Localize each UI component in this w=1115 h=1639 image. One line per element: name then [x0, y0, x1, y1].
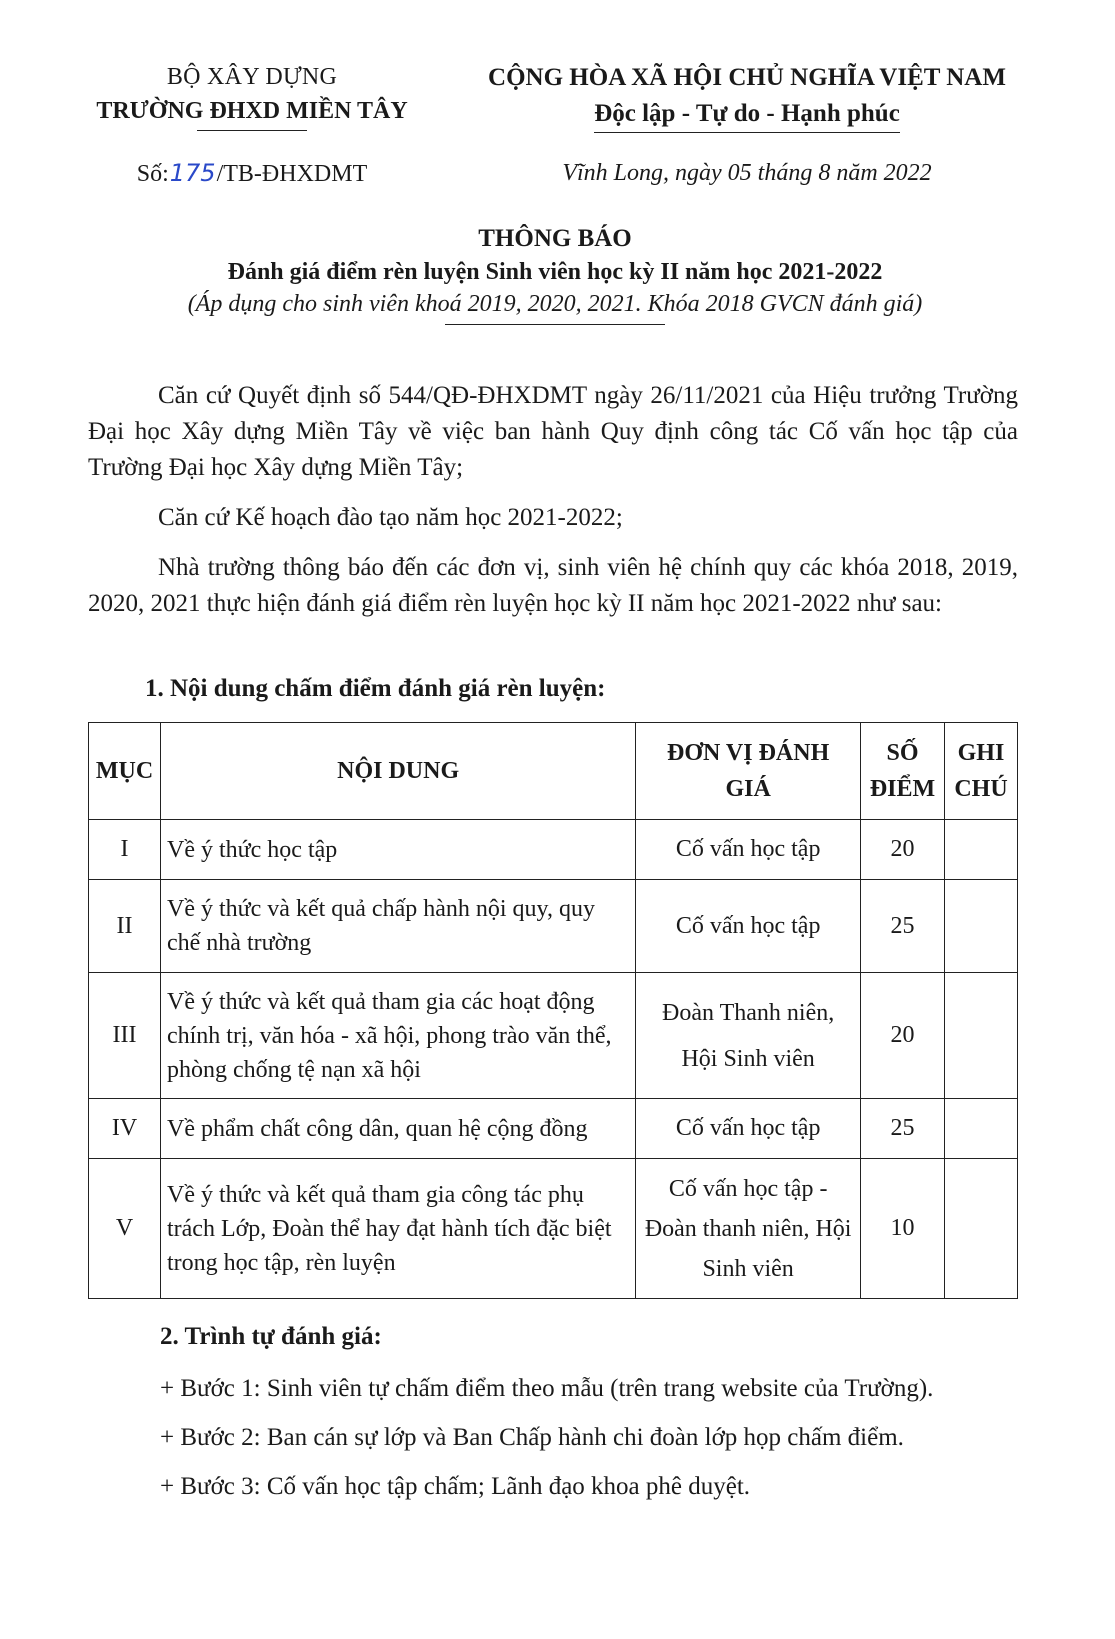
step-2: + Bước 2: Ban cán sự lớp và Ban Chấp hành chi đoàn lớp họp chấm điểm.: [160, 1424, 904, 1451]
cell-noi-dung: Về ý thức và kết quả chấp hành nội quy, quy chế nhà trường: [160, 880, 635, 973]
cell-ghi-chu: [944, 820, 1017, 880]
document-number: [72, 157, 432, 190]
step-1: + Bước 1: Sinh viên tự chấm điểm theo mẫu (trên trang website của Trường).: [160, 1375, 934, 1402]
evaluation-steps: [160, 1372, 1040, 1519]
section-2-heading: 2. Trình tự đánh giá:: [160, 1323, 382, 1350]
evaluation-table: [88, 722, 1018, 1299]
notice-body: [88, 378, 1018, 622]
paragraph-legal-basis: Căn cứ Quyết định số 544/QĐ-ĐHXDMT ngày 26/11/2021 của Hiệu trưởng Trường Đại học Xây dựng Miền Tây về việc ban hành Quy định công tác Cố vấn học tập của Trường Đại học Xây dựng Miền Tây;: [88, 382, 1018, 481]
notice-title: THÔNG BÁO: [478, 225, 632, 252]
title-underline: [445, 324, 665, 325]
column-header-noi-dung: NỘI DUNG: [160, 723, 635, 820]
issuer-block: [72, 60, 432, 190]
issuer-underline: [197, 130, 307, 131]
cell-noi-dung: Về ý thức và kết quả tham gia các hoạt động chính trị, văn hóa - xã hội, phong trào văn thể, phòng chống tệ nạn xã hội: [160, 973, 635, 1099]
notice-subtitle: Đánh giá điểm rèn luyện Sinh viên học kỳ II năm học 2021-2022: [227, 259, 883, 285]
cell-don-vi: Đoàn Thanh niên, Hội Sinh viên: [636, 973, 861, 1099]
cell-noi-dung: Về phẩm chất công dân, quan hệ cộng đồng: [160, 1099, 635, 1159]
national-header: [452, 60, 1042, 189]
notice-scope-note: (Áp dụng cho sinh viên khoá 2019, 2020, 2021. Khóa 2018 GVCN đánh giá): [187, 291, 923, 317]
cell-don-vi: Cố vấn học tập - Đoàn thanh niên, Hội Sinh viên: [636, 1159, 861, 1299]
table-row: [89, 820, 1018, 880]
section-1-heading: 1. Nội dung chấm điểm đánh giá rèn luyện:: [145, 675, 606, 702]
table-row: [89, 973, 1018, 1099]
paragraph-training-plan: Căn cứ Kế hoạch đào tạo năm học 2021-2022;: [158, 504, 623, 531]
column-header-don-vi: ĐƠN VỊ ĐÁNH GIÁ: [636, 723, 861, 820]
cell-muc: IV: [89, 1099, 161, 1159]
cell-ghi-chu: [944, 880, 1017, 973]
cell-muc: III: [89, 973, 161, 1099]
cell-muc: I: [89, 820, 161, 880]
cell-so-diem: 10: [861, 1159, 945, 1299]
document-number-prefix: Số:: [136, 161, 169, 187]
ministry-name: BỘ XÂY DỰNG: [166, 64, 338, 90]
step-3: + Bước 3: Cố vấn học tập chấm; Lãnh đạo khoa phê duyệt.: [160, 1473, 751, 1500]
cell-so-diem: 25: [861, 880, 945, 973]
cell-noi-dung: Về ý thức và kết quả tham gia công tác phụ trách Lớp, Đoàn thể hay đạt hành tích đặc biệt trong học tập, rèn luyện: [160, 1159, 635, 1299]
cell-ghi-chu: [944, 973, 1017, 1099]
notice-title-block: [90, 222, 1020, 325]
place-date: Vĩnh Long, ngày 05 tháng 8 năm 2022: [562, 160, 932, 186]
column-header-ghi-chu: GHI CHÚ: [944, 723, 1017, 820]
cell-so-diem: 20: [861, 820, 945, 880]
cell-ghi-chu: [944, 1159, 1017, 1299]
table-row: [89, 1159, 1018, 1299]
school-name: TRƯỜNG ĐHXD MIỀN TÂY: [96, 98, 408, 124]
document-number-suffix: /TB-ĐHXDMT: [216, 161, 368, 187]
column-header-muc: MỤC: [89, 723, 161, 820]
paragraph-announcement: Nhà trường thông báo đến các đơn vị, sinh viên hệ chính quy các khóa 2018, 2019, 2020, 2021 thực hiện đánh giá điểm rèn luyện học kỳ II năm học 2021-2022 như sau:: [88, 554, 1018, 617]
country-name: CỘNG HÒA XÃ HỘI CHỦ NGHĨA VIỆT NAM: [488, 64, 1006, 91]
table-row: [89, 880, 1018, 973]
cell-noi-dung: Về ý thức học tập: [160, 820, 635, 880]
cell-ghi-chu: [944, 1099, 1017, 1159]
cell-muc: V: [89, 1159, 161, 1299]
table-row: [89, 1099, 1018, 1159]
cell-so-diem: 20: [861, 973, 945, 1099]
cell-don-vi: Cố vấn học tập: [636, 820, 861, 880]
table-header-row: [89, 723, 1018, 820]
cell-don-vi: Cố vấn học tập: [636, 880, 861, 973]
cell-so-diem: 25: [861, 1099, 945, 1159]
cell-muc: II: [89, 880, 161, 973]
document-number-handwritten: 175: [169, 159, 216, 187]
column-header-so-diem: SỐ ĐIỂM: [861, 723, 945, 820]
cell-don-vi: Cố vấn học tập: [636, 1099, 861, 1159]
national-motto: Độc lập - Tự do - Hạnh phúc: [594, 96, 900, 133]
